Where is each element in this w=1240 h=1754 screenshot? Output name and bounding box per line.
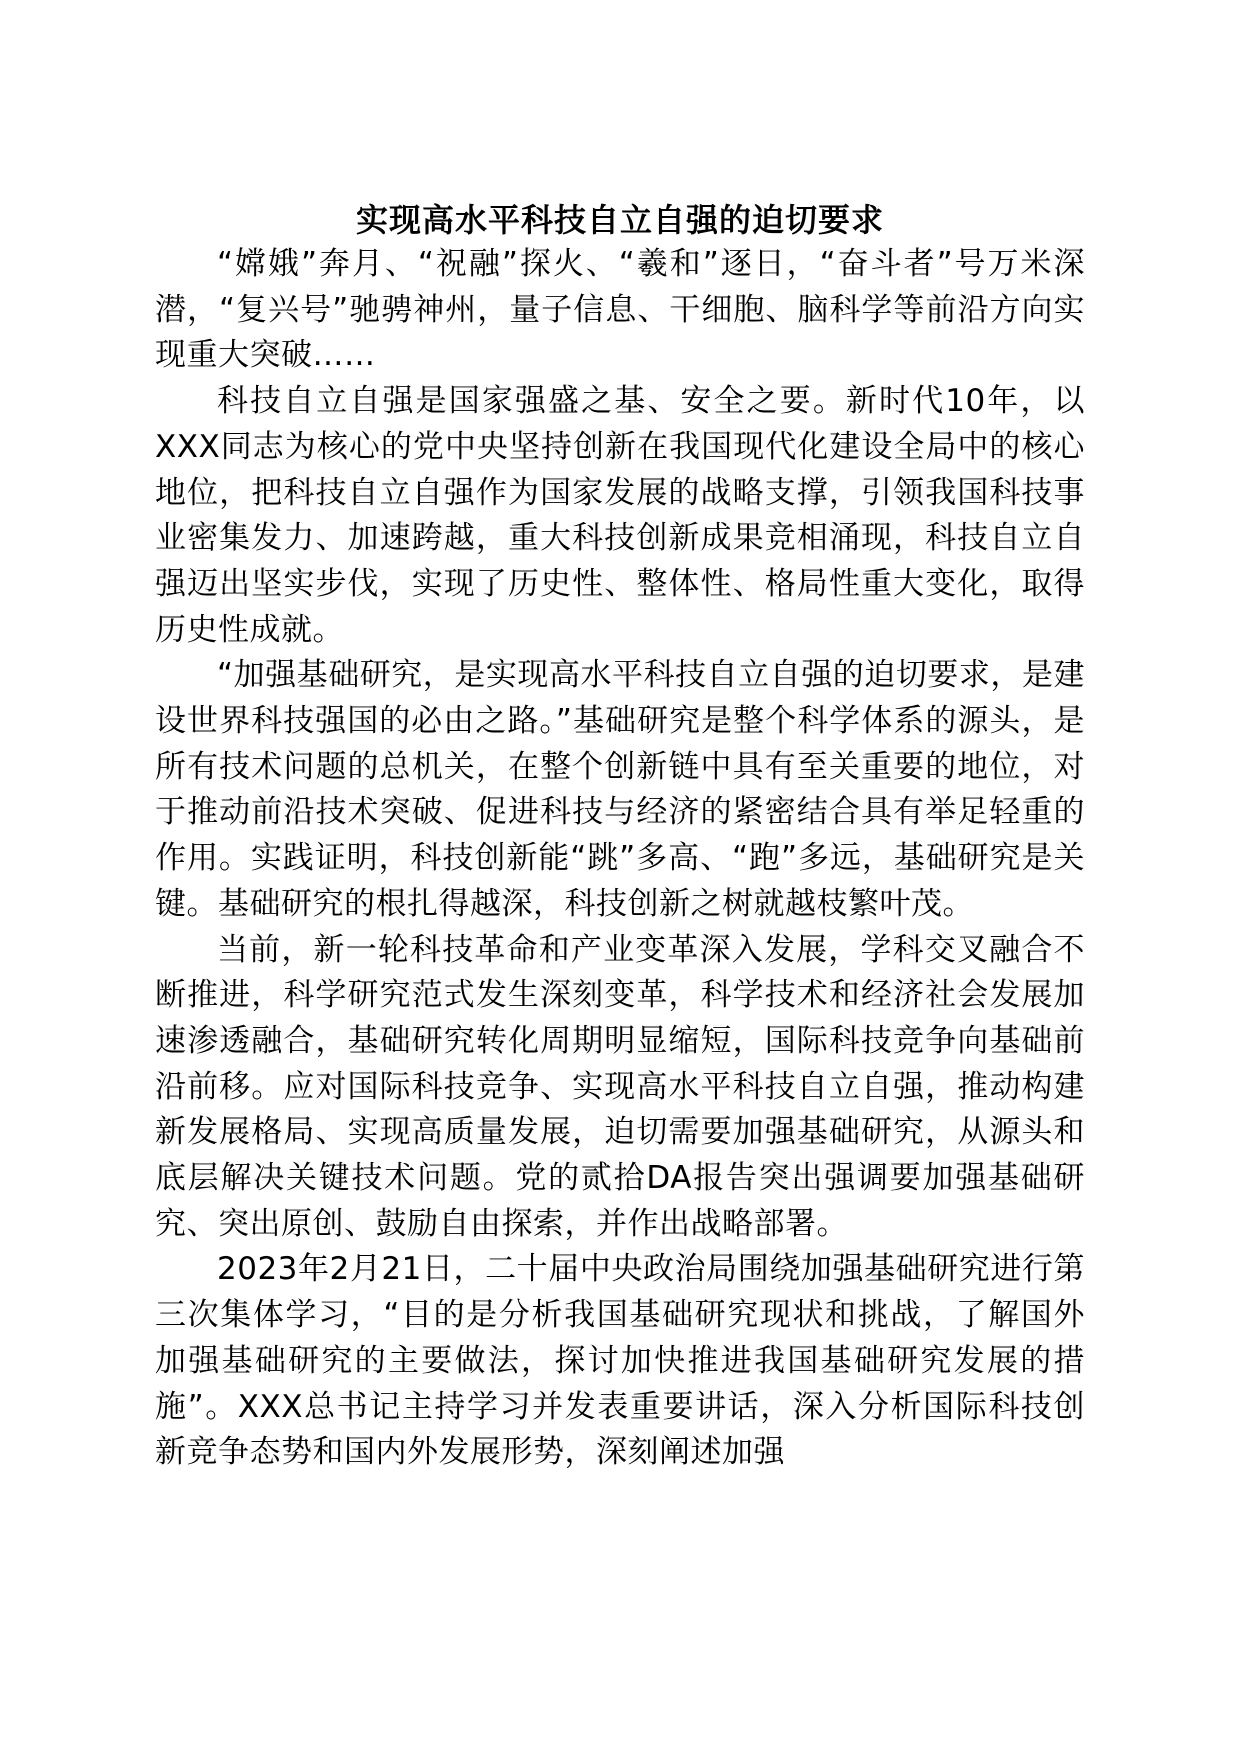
document-title: 实现高水平科技自立自强的迫切要求: [355, 201, 884, 239]
paragraph-self-reliance: 科技自立自强是国家强盛之基、安全之要。新时代10年，以XXX同志为核心的党中央坚持创新在我国现代化建设全局中的核心地位，把科技自立自强作为国家发展的战略支撑，引领我国科技事业密集发力、加速跨越，重大科技创新成果竞相涌现，科技自立自强迈出坚实步伐，实现了历史性、整体性、格局性重大变化，取得历史性成就。: [155, 383, 1085, 648]
paragraph-basic-research: “加强基础研究，是实现高水平科技自立自强的迫切要求，是建设世界科技强国的必由之路。”基础研究是整个科学体系的源头，是所有技术问题的总机关，在整个创新链中具有至关重要的地位，对于推动前沿技术突破、促进科技与经济的紧密结合具有举足轻重的作用。实践证明，科技创新能“跳”多高、“跑”多远，基础研究是关键。基础研究的根扎得越深，科技创新之树就越枝繁叶茂。: [155, 657, 1085, 922]
paragraph-collective-study: 2023年2月21日，二十届中央政治局围绕加强基础研究进行第三次集体学习，“目的是分析我国基础研究现状和挑战，了解国外加强基础研究的主要做法，探讨加快推进我国基础研究发展的措施”。XXX总书记主持学习并发表重要讲话，深入分析国际科技创新竞争态势和国内外发展形势，深刻阐述加强: [155, 1251, 1085, 1471]
paragraph-intro: “嫦娥”奔月、“祝融”探火、“羲和”逐日，“奋斗者”号万米深潜，“复兴号”驰骋神州，量子信息、干细胞、脑科学等前沿方向实现重大突破……: [155, 246, 1085, 374]
paragraph-current-situation: 当前，新一轮科技革命和产业变革深入发展，学科交叉融合不断推进，科学研究范式发生深刻变革，科学技术和经济社会发展加速渗透融合，基础研究转化周期明显缩短，国际科技竞争向基础前沿前移。应对国际科技竞争、实现高水平科技自立自强，推动构建新发展格局、实现高质量发展，迫切需要加强基础研究，从源头和底层解决关键技术问题。党的贰拾DA报告突出强调要加强基础研究、突出原创、鼓励自由探索，并作出战略部署。: [155, 931, 1085, 1242]
document-page: [155, 198, 1085, 1476]
